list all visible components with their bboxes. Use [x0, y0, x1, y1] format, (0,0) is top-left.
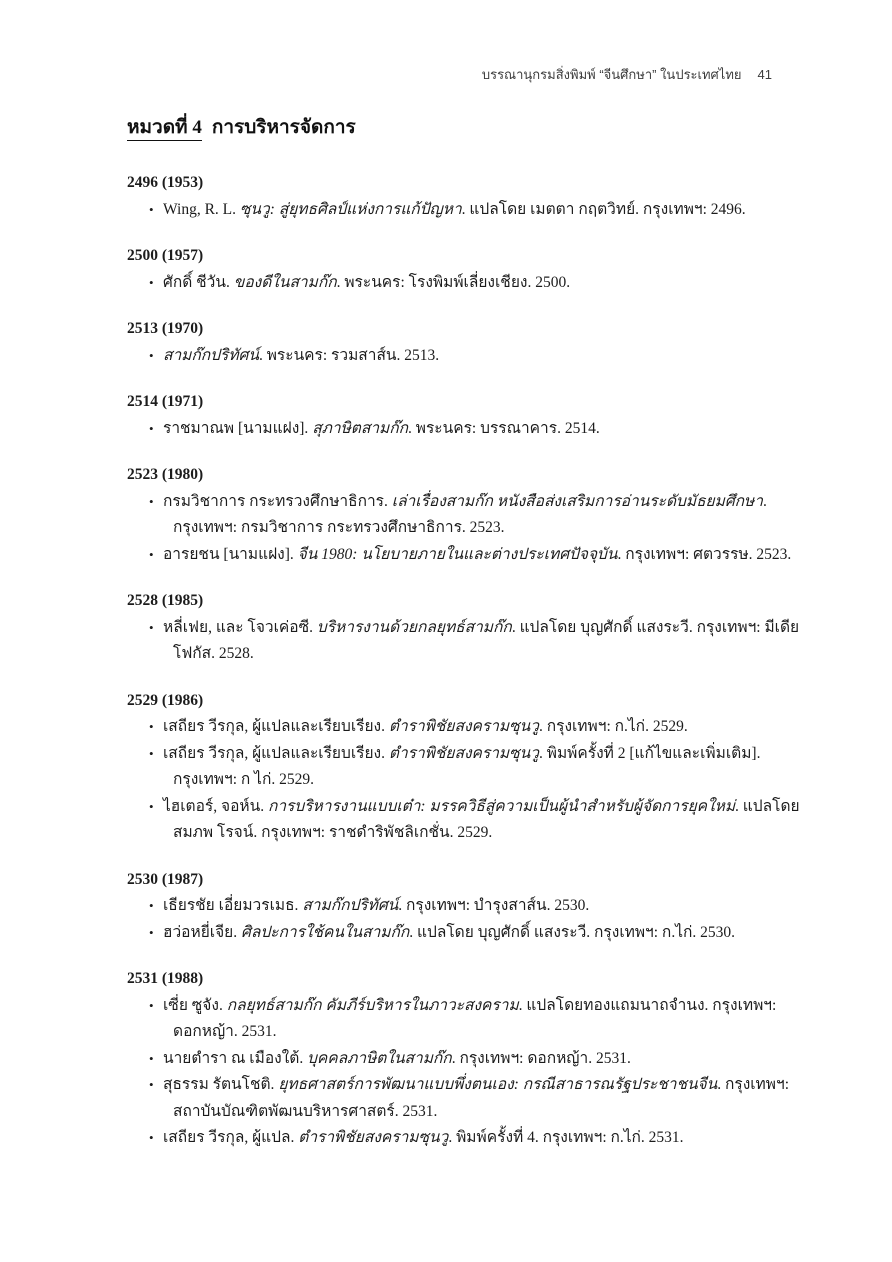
entry-text: . พิมพ์ครั้งที่ 2 [แก้ไขและเพิ่มเติม]. กรุงเทพฯ: ก ไก่. 2529. [173, 744, 761, 788]
bibliography-entry [127, 714, 803, 741]
year-section [127, 243, 803, 296]
bullet-icon: • [149, 745, 154, 761]
entry-title: สุภาษิตสามก๊ก [312, 419, 409, 437]
entry-text: กรมวิชาการ กระทรวงศึกษาธิการ. [163, 492, 392, 510]
entry-text: . แปลโดย เมตตา กฤตวิทย์. กรุงเทพฯ: 2496. [461, 200, 746, 218]
entry-text: เสถียร วีรกุล, ผู้แปลและเรียบเรียง. [163, 744, 389, 762]
year-section [127, 588, 803, 668]
entry-text: . กรุงเทพฯ: บำรุงสาส์น. 2530. [398, 897, 590, 914]
entry-text: เธียรชัย เอี่ยมวรเมธ. [163, 897, 303, 914]
bibliography-entry [127, 615, 803, 668]
bullet-icon: • [149, 274, 154, 290]
year-section [127, 966, 803, 1152]
section-number: หมวดที่ 4 [127, 117, 202, 141]
year-heading: 2496 (1953) [127, 174, 204, 191]
bullet-icon: • [149, 1130, 154, 1145]
entry-text: . พระนคร: โรงพิมพ์เลี่ยงเชียง. 2500. [336, 273, 571, 291]
year-section [127, 389, 803, 442]
bullet-icon: • [149, 924, 154, 940]
bullet-icon: • [149, 1077, 154, 1092]
entry-list [127, 615, 803, 668]
bullet-icon: • [149, 798, 154, 814]
year-heading: 2529 (1986) [127, 691, 204, 709]
entry-text: หลี่เฟย, และ โจวเค่อซี. [163, 618, 317, 636]
entry-text: ฮว่อหยี่เจีย. [163, 923, 241, 941]
bullet-icon: • [149, 719, 154, 734]
bibliography-entry [127, 1125, 803, 1152]
running-header [482, 64, 772, 85]
entry-text: . กรุงเทพฯ: ศตวรรษ. 2523. [617, 545, 792, 563]
page-number: 41 [757, 67, 772, 82]
bullet-icon: • [149, 420, 154, 436]
entry-text: . แปลโดย บุญศักดิ์ แสงระวี. กรุงเทพฯ: ก.ไก่. 2530. [409, 923, 736, 941]
bibliography-entry [127, 1072, 803, 1125]
entry-text: . แปลโดย บุญศักดิ์ แสงระวี. กรุงเทพฯ: มีเดียโฟกัส. 2528. [173, 618, 800, 662]
entry-text: ราชมาณพ [นามแฝง]. [163, 419, 313, 437]
entry-text: Wing, R. L. [163, 200, 240, 218]
bibliography-entry [127, 741, 803, 794]
entry-text: . พระนคร: บรรณาคาร. 2514. [408, 419, 600, 437]
entry-title: ของดีในสามก๊ก [233, 273, 337, 291]
entry-text: เสถียร วีรกุล, ผู้แปลและเรียบเรียง. [163, 718, 389, 735]
entry-title: จีน 1980: นโยบายภายในและต่างประเทศปัจจุบัน [297, 545, 618, 563]
bibliography-entry [127, 794, 803, 847]
entry-text: . แปลโดยทองแถมนาถจำนง. กรุงเทพฯ: ดอกหญ้า. 2531. [173, 996, 777, 1040]
year-section [127, 688, 803, 847]
entry-list [127, 714, 803, 847]
bibliography-entry [127, 489, 803, 542]
year-heading: 2523 (1980) [127, 466, 204, 483]
entry-text: . พระนคร: รวมสาส์น. 2513. [258, 346, 440, 364]
entry-text: สุธรรม รัตนโชติ. [163, 1076, 279, 1093]
entry-title: สามก๊กปริทัศน์ [302, 897, 399, 914]
year-section [127, 867, 803, 947]
entry-text: ไฮเตอร์, จอห์น. [163, 797, 268, 815]
entry-text: . กรุงเทพฯ: สถาบันบัณฑิตพัฒนบริหารศาสตร์. 2531. [173, 1076, 790, 1120]
bibliography-entry [127, 542, 803, 569]
bibliography-entry [127, 920, 803, 947]
entry-text: . พิมพ์ครั้งที่ 4. กรุงเทพฯ: ก.ไก่. 2531. [448, 1129, 684, 1146]
year-heading: 2513 (1970) [127, 320, 204, 337]
entry-text: . กรุงเทพฯ: ก.ไก่. 2529. [538, 718, 688, 735]
entry-text: . กรุงเทพฯ: ดอกหญ้า. 2531. [451, 1049, 631, 1067]
year-heading: 2530 (1987) [127, 870, 204, 888]
bibliography-entry [127, 416, 803, 443]
bibliography-entry [127, 893, 803, 920]
entry-title: การบริหารงานแบบเต๋า: มรรควิธีสู่ความเป็นผู้นำสำหรับผู้จัดการยุคใหม่ [267, 797, 736, 815]
entry-title: กลยุทธ์สามก๊ก คัมภีร์บริหารในภาวะสงคราม [226, 996, 519, 1014]
bullet-icon: • [149, 898, 154, 913]
section-title-text: การบริหารจัดการ [211, 117, 356, 138]
year-section [127, 462, 803, 568]
entry-text: . กรุงเทพฯ: กรมวิชาการ กระทรวงศึกษาธิการ. 2523. [173, 492, 767, 536]
entry-title: ศิลปะการใช้คนในสามก๊ก [240, 923, 410, 941]
bibliography-entry [127, 993, 803, 1046]
entry-text: ศักดิ์ ชีวัน. [163, 273, 234, 291]
bullet-icon: • [149, 1050, 154, 1066]
section-heading [127, 112, 356, 142]
entry-title: ตำราพิชัยสงครามซุนวู [388, 718, 539, 735]
bibliography-entry [127, 197, 803, 224]
entry-list [127, 343, 803, 370]
entry-list [127, 197, 803, 224]
bullet-icon: • [149, 619, 154, 635]
year-heading: 2514 (1971) [127, 393, 204, 410]
entry-list [127, 270, 803, 297]
entry-title: เล่าเรื่องสามก๊ก หนังสือส่งเสริมการอ่านระดับมัธยมศึกษา [391, 492, 763, 510]
entry-list [127, 993, 803, 1152]
entry-title: ยุทธศาสตร์การพัฒนาแบบพึ่งตนเอง: กรณีสาธารณรัฐประชาชนจีน [278, 1076, 718, 1093]
bibliography-list [127, 170, 803, 1172]
entry-text: . แปลโดย สมภพ โรจน์. กรุงเทพฯ: ราชดำริพัชลิเกชั่น. 2529. [173, 797, 800, 841]
bullet-icon: • [149, 997, 154, 1013]
entry-title: บริหารงานด้วยกลยุทธ์สามก๊ก [316, 618, 512, 636]
year-heading: 2531 (1988) [127, 970, 204, 987]
entry-text: อารยชน [นามแฝง]. [163, 545, 298, 563]
entry-text: เสถียร วีรกุล, ผู้แปล. [163, 1129, 299, 1146]
year-heading: 2500 (1957) [127, 247, 204, 264]
entry-list [127, 416, 803, 443]
entry-text: นายตำรา ณ เมืองใต้. [163, 1049, 308, 1067]
entry-text: เซี่ย ซูจัง. [163, 996, 227, 1014]
bullet-icon: • [149, 201, 154, 217]
entry-title: ซุนวู: สู่ยุทธศิลป์แห่งการแก้ปัญหา [239, 200, 462, 218]
year-heading: 2528 (1985) [127, 592, 204, 609]
entry-title: สามก๊กปริทัศน์ [163, 346, 259, 364]
running-title: บรรณานุกรมสิ่งพิมพ์ “จีนศึกษา” ในประเทศไทย [481, 67, 742, 82]
bibliography-entry [127, 343, 803, 370]
entry-list [127, 489, 803, 569]
entry-title: บุคคลภาษิตในสามก๊ก [307, 1049, 452, 1067]
entry-title: ตำราพิชัยสงครามซุนวู [298, 1129, 449, 1146]
bullet-icon: • [149, 546, 154, 562]
bibliography-entry [127, 270, 803, 297]
bullet-icon: • [149, 493, 154, 509]
entry-title: ตำราพิชัยสงครามซุนวู [388, 744, 539, 762]
year-section [127, 316, 803, 369]
bibliography-entry [127, 1046, 803, 1073]
bullet-icon: • [149, 347, 154, 363]
entry-list [127, 893, 803, 946]
year-section [127, 170, 803, 223]
